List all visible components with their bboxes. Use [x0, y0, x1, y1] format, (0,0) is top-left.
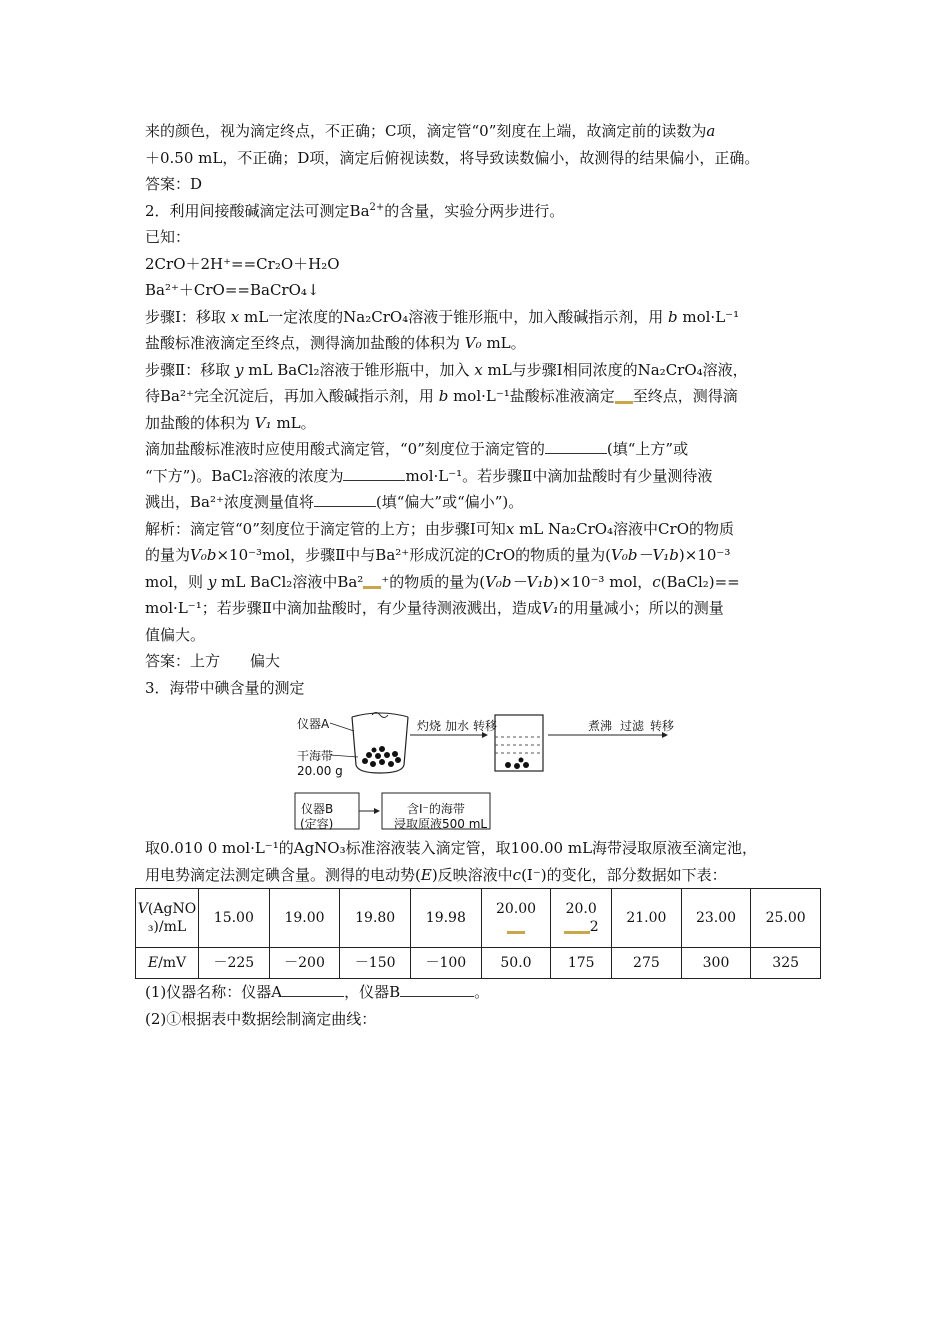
- highlight-mark: [564, 921, 590, 934]
- table-header-cell: E/mV: [136, 948, 199, 979]
- seaweed-label: 干海带: [297, 749, 334, 763]
- question-line: (1)仪器名称：仪器A ，仪器B 。: [145, 983, 490, 1001]
- question-3-title: 3．海带中碘含量的测定: [145, 678, 305, 697]
- text-line: mol，则 y mL BaCl₂溶液中Ba² ⁺的物质的量为(V₀b－V₁b)×10⁻³ mol，c(BaCl₂)==: [145, 572, 740, 591]
- answer-line: 答案：上方 偏大: [145, 652, 281, 670]
- table-cell: 20.00: [481, 889, 551, 948]
- text-line: 加盐酸的体积为 V₁ mL。: [145, 413, 316, 432]
- text-line: 值偏大。: [145, 625, 206, 644]
- result-label-2: 浸取原液500 mL: [394, 817, 488, 831]
- table-row: [136, 889, 821, 948]
- answer-line: 答案：D: [145, 175, 203, 193]
- equation-1: 2CrO＋2H⁺==Cr₂O＋H₂O: [145, 254, 340, 273]
- text-line: 已知：: [145, 228, 191, 246]
- result-label-1: 含I⁻的海带: [407, 802, 465, 816]
- flow-diagram: [145, 705, 825, 835]
- table-cell: 300: [681, 948, 751, 979]
- table-header-cell: V(AgNO ₃)/mL: [136, 889, 199, 948]
- step-label: 转移: [650, 719, 675, 733]
- question-line: (2)①根据表中数据绘制滴定曲线：: [145, 1009, 377, 1028]
- highlight-mark: [507, 921, 525, 934]
- table-cell: 50.0: [481, 948, 551, 979]
- document-page: [137, 118, 825, 1032]
- instrument-b-label: 仪器B: [301, 802, 334, 816]
- step-label: 转移: [473, 719, 498, 733]
- table-cell: 15.00: [199, 889, 270, 948]
- constant-volume-label: (定容): [300, 817, 334, 831]
- text-line: 盐酸标准液滴定至终点，测得滴加盐酸的体积为 V₀ mL。: [145, 334, 526, 352]
- step-2: 步骤Ⅱ：移取 y mL BaCl₂溶液于锥形瓶中，加入 x mL与步骤Ⅰ相同浓度的Na₂CrO₄溶液，: [145, 360, 748, 379]
- answer-blank[interactable]: [343, 466, 405, 481]
- answer-blank[interactable]: [314, 492, 376, 507]
- step-1: 步骤Ⅰ：移取 x mL一定浓度的Na₂CrO₄溶液于锥形瓶中，加入酸碱指示剂，用 b mol·L⁻¹: [145, 307, 740, 326]
- text-line: ＋0.50 mL，不正确；D项，滴定后俯视读数，将导致读数偏小，故测得的结果偏小，正确。: [145, 148, 760, 167]
- table-cell: 23.00: [681, 889, 751, 948]
- table-cell: 325: [751, 948, 821, 979]
- text-line: 来的颜色，视为滴定终点，不正确；C项，滴定管“0”刻度在上端，故滴定前的读数为a: [145, 122, 716, 140]
- text-line: 滴加盐酸标准液时应使用酸式滴定管，“0”刻度位于滴定管的 (填“上方”或: [145, 440, 689, 458]
- step-label: 加水: [445, 719, 470, 733]
- table-cell: 20.0 2: [551, 889, 612, 948]
- answer-blank[interactable]: [400, 982, 474, 997]
- text-line: “下方”)。BaCl₂溶液的浓度为 mol·L⁻¹。若步骤Ⅱ中滴加盐酸时有少量测待液: [145, 466, 713, 485]
- mass-label: 20.00 g: [297, 764, 343, 778]
- text-line: 溅出，Ba²⁺浓度测量值将 (填“偏大”或“偏小”)。: [145, 493, 524, 511]
- table-cell: 21.00: [612, 889, 682, 948]
- text-line: 待Ba²⁺完全沉淀后，再加入酸碱指示剂，用 b mol·L⁻¹盐酸标准液滴定 至终点，测得滴: [145, 387, 738, 405]
- answer-blank[interactable]: [282, 982, 344, 997]
- highlight-mark: [363, 576, 381, 589]
- text-line: 的量为V₀b×10⁻³mol，步骤Ⅱ中与Ba²⁺形成沉淀的CrO的物质的量为(V₀b－V₁b)×10⁻³: [145, 546, 731, 564]
- table-cell: －150: [340, 948, 411, 979]
- table-cell: 25.00: [751, 889, 821, 948]
- instrument-a-label: 仪器A: [297, 717, 330, 731]
- table-cell: 19.00: [269, 889, 340, 948]
- table-cell: －225: [199, 948, 270, 979]
- text-line: 用电势滴定法测定碘含量。测得的电动势(E)反映溶液中c(I⁻)的变化，部分数据如下表：: [145, 865, 727, 884]
- table-cell: 19.80: [340, 889, 411, 948]
- step-label: 过滤: [620, 719, 645, 733]
- table-cell: －200: [269, 948, 340, 979]
- table-cell: 19.98: [411, 889, 482, 948]
- analysis-line: 解析：滴定管“0”刻度位于滴定管的上方；由步骤Ⅰ可知x mL Na₂CrO₄溶液中CrO的物质: [145, 519, 734, 538]
- table-row: [136, 948, 821, 979]
- data-table: [135, 888, 821, 979]
- step-label: 煮沸: [588, 719, 613, 733]
- text-line: mol·L⁻¹；若步骤Ⅱ中滴加盐酸时，有少量待测液溅出，造成V₁的用量减小；所以的测量: [145, 599, 724, 617]
- table-cell: 175: [551, 948, 612, 979]
- step-label: 灼烧: [417, 719, 442, 733]
- answer-blank[interactable]: [545, 439, 607, 454]
- question-2-title: 2．利用间接酸碱滴定法可测定$Ba^{2+}$的含量，实验分两步进行。: [145, 201, 565, 220]
- table-cell: －100: [411, 948, 482, 979]
- table-cell: 275: [612, 948, 682, 979]
- equation-2: Ba²⁺＋CrO==BaCrO₄↓: [145, 281, 320, 299]
- highlight-mark: [615, 391, 633, 404]
- text-line: 取0.010 0 mol·L⁻¹的AgNO₃标准溶液装入滴定管，取100.00 mL海带浸取原液至滴定池，: [145, 839, 758, 857]
